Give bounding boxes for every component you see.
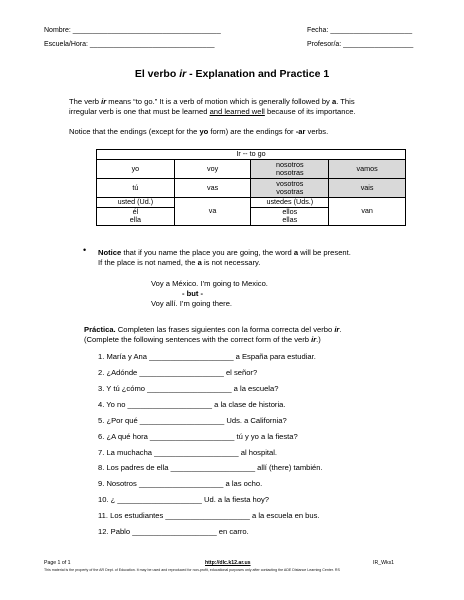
example-but: - but - — [182, 289, 204, 298]
practice-item: 11. Los estudiantes ____________________ a la escuela en bus. — [98, 511, 320, 520]
verb-form-cell: van — [329, 198, 406, 226]
practice-item: 8. Los padres de ella ____________________ allí (there) también. — [98, 463, 323, 472]
practice-instructions-1: Práctica. Completen las frases siguientes con la forma correcta del verbo ir. — [84, 325, 342, 334]
practice-item: 2. ¿Adónde ____________________ el señor? — [98, 368, 258, 377]
practice-instructions-2: (Complete the following sentences with the correct form of the verb ir.) — [84, 335, 321, 344]
table-caption: Ir -- to go — [97, 150, 406, 160]
intro-line-1: The verb ir means “to go.” It is a verb of motion which is generally followed by a. This — [69, 97, 355, 106]
endings-note: Notice that the endings (except for the yo form) are the endings for -ar verbs. — [69, 127, 329, 136]
table-row — [97, 179, 406, 198]
intro-line-2: irregular verb is one that must be learned and learned well because of its importance. — [69, 107, 356, 116]
pronoun-cell: ustedes (Uds.) ellos ellas — [251, 198, 329, 226]
table-row — [97, 160, 406, 179]
pronoun-cell: nosotros nosotras — [251, 160, 329, 179]
practice-item: 7. La muchacha ____________________ al hospital. — [98, 448, 278, 457]
teacher-field-label: Profesor/a: __________________ — [307, 41, 414, 48]
footer-link[interactable]: http://dlc.k12.ar.us — [205, 560, 251, 566]
school-field-label: Escuela/Hora: ________________________________ — [44, 41, 215, 48]
verb-form-cell: vamos — [329, 160, 406, 179]
notice-line-1: Notice that if you name the place you are going, the word a will be present. — [98, 248, 351, 257]
practice-item: 10. ¿ ____________________ Ud. a la fiesta hoy? — [98, 495, 269, 504]
example-2: Voy allí. I’m going there. — [151, 299, 233, 308]
page-number: Page 1 of 1 — [44, 560, 71, 566]
practice-item: 6. ¿A qué hora ____________________ tú y yo a la fiesta? — [98, 432, 298, 441]
name-field-label: Nombre: ______________________________________ — [44, 27, 221, 34]
practice-item: 12. Pablo ____________________ en carro. — [98, 527, 249, 536]
conjugation-table — [96, 149, 406, 226]
example-1: Voy a México. I’m going to Mexico. — [151, 279, 268, 288]
verb-form-cell: voy — [174, 160, 251, 179]
practice-item: 1. María y Ana ____________________ a España para estudiar. — [98, 352, 316, 361]
legal-notice: This material is the property of the AR Dept. of Education. It may be used and reproduced for non-profit, educational purposes only after contacting the ADE Distance Learning Center. RS — [44, 568, 340, 572]
pronoun-cell: vosotros vosotras — [251, 179, 329, 198]
practice-item: 4. Yo no ____________________ a la clase de historia. — [98, 400, 286, 409]
notice-line-2: If the place is not named, the a is not necessary. — [98, 258, 261, 267]
verb-form-cell: va — [174, 198, 251, 226]
pronoun-cell: yo — [97, 160, 175, 179]
practice-item: 3. Y tú ¿cómo ____________________ a la escuela? — [98, 384, 279, 393]
table-row — [97, 198, 406, 226]
page-title: El verbo ir - Explanation and Practice 1 — [134, 68, 330, 80]
pronoun-cell: tú — [97, 179, 175, 198]
pronoun-cell: usted (Ud.) él ella — [97, 198, 175, 226]
verb-form-cell: vais — [329, 179, 406, 198]
bullet-icon: • — [83, 245, 87, 255]
practice-item: 9. Nosotros ____________________ a las ocho. — [98, 479, 263, 488]
document-code: IR_Wks1 — [373, 560, 395, 566]
verb-form-cell: vas — [174, 179, 251, 198]
date-field-label: Fecha: _____________________ — [307, 27, 413, 34]
practice-item: 5. ¿Por qué ____________________ Uds. a California? — [98, 416, 287, 425]
